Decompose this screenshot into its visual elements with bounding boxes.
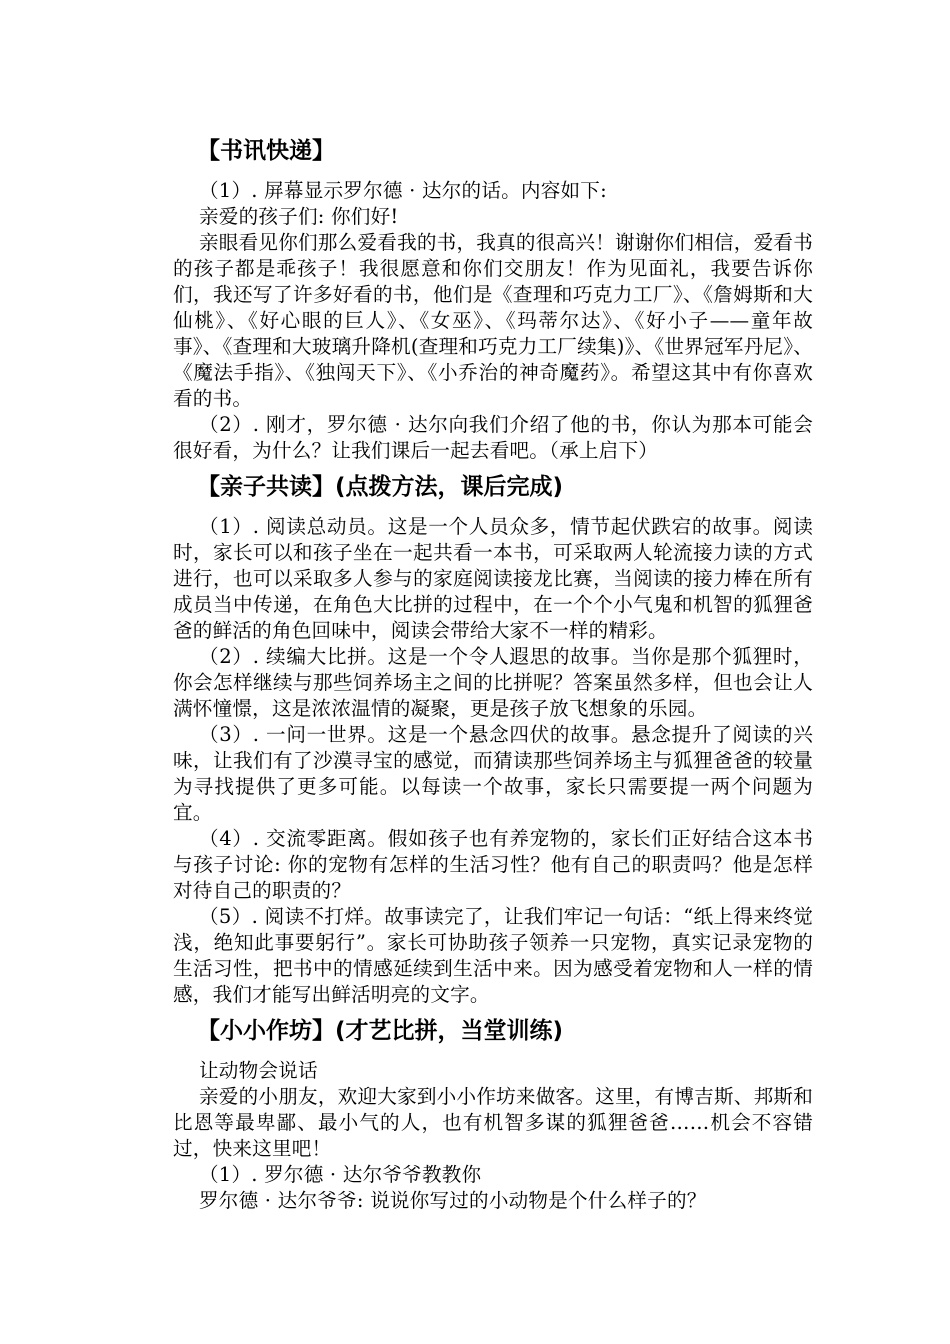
paragraph: （4）. 交流零距离。假如孩子也有养宠物的，家长们正好结合这本书与孩子讨论: 你的宠物有怎样的生活习性？他有自己的职责吗？他是怎样对待自己的职责的？ bbox=[173, 827, 813, 902]
section-heading-parent-child-reading bbox=[173, 468, 813, 506]
document-content bbox=[173, 128, 813, 1214]
paragraph: （1）. 阅读总动员。这是一个人员众多，情节起伏跌宕的故事。阅读时，家长可以和孩子坐在一起共看一本书，可采取两人轮流接力读的方式进行，也可以采取多人参与的家庭阅读接龙比赛，当阅读的接力棒在所有成员当中传递，在角色大比拼的过程中，在一个个小气鬼和机智的狐狸爸爸的鲜活的角色回味中，阅读会带给大家不一样的精彩。 bbox=[173, 515, 813, 642]
heading-subtitle: (点拨方法，课后完成) bbox=[335, 474, 564, 500]
paragraph: 罗尔德 · 达尔爷爷: 说说你写过的小动物是个什么样子的？ bbox=[199, 1189, 707, 1212]
paragraph: 亲爱的孩子们: 你们好! bbox=[199, 205, 399, 228]
paragraph: （5）. 阅读不打烊。故事读完了，让我们牢记一句话：“纸上得来终觉浅，绝知此事要躬行”。家长可协助孩子领养一只宠物，真实记录宠物的生活习性，把书中的情感延续到生活中来。因为感受着宠物和人一样的情感，我们才能写出鲜活明亮的文字。 bbox=[173, 905, 813, 1006]
paragraph: （2）. 续编大比拼。这是一个令人遐思的故事。当你是那个狐狸时，你会怎样继续与那些饲养场主之间的比拼呢？答案虽然多样，但也会让人满怀憧憬，这是浓浓温情的凝聚，更是孩子放飞想象的乐园。 bbox=[173, 645, 813, 720]
paragraph: 亲眼看见你们那么爱看我的书，我真的很高兴！谢谢你们相信，爱看书的孩子都是乖孩子！我很愿意和你们交朋友！作为见面礼，我要告诉你们，我还写了许多好看的书，他们是《查理和巧克力工厂》、《詹姆斯和大仙桃》、《好心眼的巨人》、《女巫》、《玛蒂尔达》、《好小子——童年故事》、《查理和大玻璃升降机(查理和巧克力工厂续集)》、《世界冠军丹尼》、《魔法手指》、《独闯天下》、《小乔治的神奇魔药》。希望这其中有你喜欢看的书。 bbox=[173, 231, 813, 410]
heading-subtitle: (才艺比拼，当堂训练) bbox=[335, 1018, 564, 1044]
paragraph: 亲爱的小朋友，欢迎大家到小小作坊来做客。这里，有博吉斯、邦斯和比恩等最卑鄙、最小气的人，也有机智多谋的狐狸爸爸……机会不容错过，快来这里吧！ bbox=[173, 1085, 813, 1160]
paragraph: （2）. 刚才，罗尔德 · 达尔向我们介绍了他的书，你认为那本可能会很好看，为什么？让我们课后一起去看吧。（承上启下） bbox=[173, 413, 813, 462]
section-heading-book-news bbox=[173, 132, 813, 170]
heading-text: 【书讯快递】 bbox=[197, 138, 335, 164]
paragraph: （3）. 一问一世界。这是一个悬念四伏的故事。悬念提升了阅读的兴味，让我们有了沙漠寻宝的感觉，而猜读那些饲养场主与狐狸爸爸的较量为寻找提供了更多可能。以每读一个故事，家长只需要提一两个问题为宜。 bbox=[173, 723, 813, 824]
heading-text: 【小小作坊】 bbox=[197, 1018, 335, 1044]
section-heading-small-workshop bbox=[173, 1012, 813, 1050]
paragraph: 让动物会说话 bbox=[199, 1059, 318, 1082]
paragraph: （1）. 罗尔德 · 达尔爷爷教教你 bbox=[199, 1163, 482, 1186]
heading-text: 【亲子共读】 bbox=[197, 474, 335, 500]
paragraph: （1）. 屏幕显示罗尔德 · 达尔的话。内容如下: bbox=[199, 179, 607, 202]
